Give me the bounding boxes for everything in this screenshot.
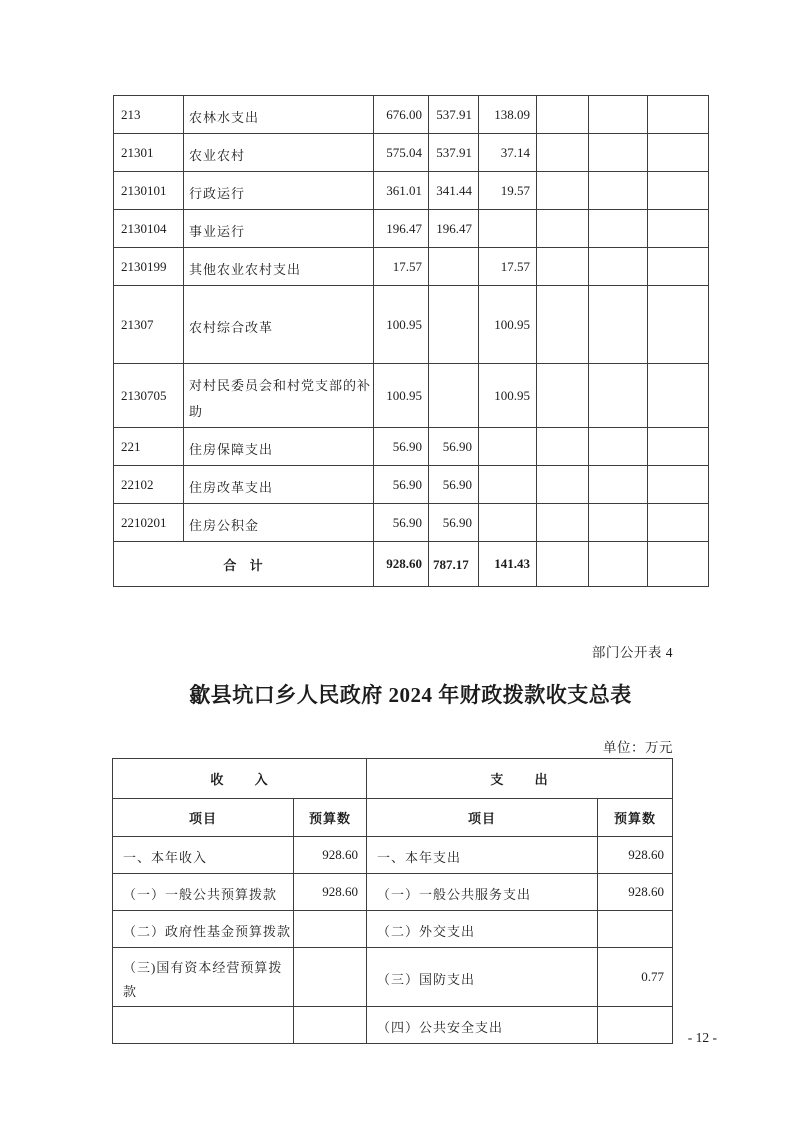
cell-function-name: 农村综合改革 [184, 286, 374, 364]
table-row [114, 364, 709, 428]
cell-empty [589, 286, 648, 364]
table-row [114, 96, 709, 134]
expense-value: 928.60 [598, 874, 673, 911]
cell-function-name: 事业运行 [184, 210, 374, 248]
cell-function-name: 农林水支出 [184, 96, 374, 134]
cell-empty [648, 210, 709, 248]
table-row [114, 134, 709, 172]
table-row [114, 466, 709, 504]
income-expenditure-summary-table [112, 758, 673, 1044]
cell-empty [589, 364, 648, 428]
income-item: （二）政府性基金预算拨款 [113, 911, 294, 948]
cell-empty [589, 428, 648, 466]
cell-empty [537, 286, 589, 364]
cell-amount-total: 100.95 [374, 364, 429, 428]
cell-amount-basic: 56.90 [429, 466, 479, 504]
cell-amount-total: 575.04 [374, 134, 429, 172]
cell-amount-project [479, 504, 537, 542]
cell-amount-basic [429, 248, 479, 286]
cell-empty [648, 248, 709, 286]
cell-amount-total: 56.90 [374, 428, 429, 466]
table-row [114, 172, 709, 210]
income-value: 928.60 [294, 837, 367, 874]
income-item: 一、本年收入 [113, 837, 294, 874]
income-item-header: 项目 [113, 799, 294, 837]
summary-row [113, 837, 673, 874]
cell-amount-total: 361.01 [374, 172, 429, 210]
total-row [114, 542, 709, 587]
expense-item: （一）一般公共服务支出 [367, 874, 598, 911]
cell-empty [648, 428, 709, 466]
cell-function-name: 对村民委员会和村党支部的补助 [184, 364, 374, 428]
cell-empty [648, 466, 709, 504]
cell-empty [648, 286, 709, 364]
summary-row [113, 1007, 673, 1044]
cell-amount-basic: 196.47 [429, 210, 479, 248]
cell-empty [589, 172, 648, 210]
cell-function-name: 行政运行 [184, 172, 374, 210]
page-number: - 12 - [687, 1030, 717, 1045]
cell-empty [648, 134, 709, 172]
cell-function-name: 住房公积金 [184, 504, 374, 542]
cell-function-code: 221 [114, 428, 184, 466]
cell-empty [589, 542, 648, 587]
cell-empty [589, 96, 648, 134]
income-item: （一）一般公共预算拨款 [113, 874, 294, 911]
cell-empty [648, 364, 709, 428]
expense-item: （四）公共安全支出 [367, 1007, 598, 1044]
cell-amount-project: 17.57 [479, 248, 537, 286]
unit-label: 单位：万元 [603, 740, 673, 755]
cell-empty [537, 542, 589, 587]
cell-empty [537, 248, 589, 286]
income-value [294, 911, 367, 948]
expense-value: 0.77 [598, 948, 673, 1007]
summary-row [113, 948, 673, 1007]
cell-empty [648, 504, 709, 542]
cell-function-name: 农业农村 [184, 134, 374, 172]
cell-amount-total: 56.90 [374, 466, 429, 504]
expense-value [598, 1007, 673, 1044]
cell-function-code: 2130104 [114, 210, 184, 248]
expense-section-header: 支 出 [367, 759, 673, 799]
cell-empty [537, 96, 589, 134]
cell-function-code: 2130705 [114, 364, 184, 428]
cell-amount-total: 17.57 [374, 248, 429, 286]
cell-function-code: 22102 [114, 466, 184, 504]
expense-item: （二）外交支出 [367, 911, 598, 948]
section-header-row [113, 759, 673, 799]
table-index-caption: 部门公开表 4 [591, 645, 673, 660]
cell-amount-project: 37.14 [479, 134, 537, 172]
income-value: 928.60 [294, 874, 367, 911]
cell-empty [648, 542, 709, 587]
cell-function-name: 其他农业农村支出 [184, 248, 374, 286]
total-amount: 787.17 [429, 542, 479, 587]
cell-empty [537, 504, 589, 542]
cell-amount-project [479, 428, 537, 466]
cell-empty [589, 466, 648, 504]
page-title: 歙县坑口乡人民政府 2024 年财政拨款收支总表 [189, 683, 632, 707]
income-value [294, 1007, 367, 1044]
cell-empty [589, 210, 648, 248]
income-item: （三)国有资本经营预算拨款 [113, 948, 294, 1007]
table-row [114, 504, 709, 542]
cell-empty [537, 428, 589, 466]
total-amount: 928.60 [374, 542, 429, 587]
cell-amount-project [479, 210, 537, 248]
cell-function-name: 住房保障支出 [184, 428, 374, 466]
cell-amount-project: 138.09 [479, 96, 537, 134]
income-budget-header: 预算数 [294, 799, 367, 837]
cell-amount-total: 676.00 [374, 96, 429, 134]
cell-amount-project: 19.57 [479, 172, 537, 210]
expense-budget-header: 预算数 [598, 799, 673, 837]
income-item [113, 1007, 294, 1044]
cell-empty [537, 364, 589, 428]
cell-amount-basic: 56.90 [429, 428, 479, 466]
cell-function-code: 2130101 [114, 172, 184, 210]
cell-function-name: 住房改革支出 [184, 466, 374, 504]
cell-empty [537, 172, 589, 210]
summary-row [113, 911, 673, 948]
summary-row [113, 874, 673, 911]
cell-amount-basic: 56.90 [429, 504, 479, 542]
table-row [114, 210, 709, 248]
expense-value: 928.60 [598, 837, 673, 874]
table-row [114, 286, 709, 364]
expense-item: 一、本年支出 [367, 837, 598, 874]
cell-amount-basic: 537.91 [429, 96, 479, 134]
cell-function-code: 21301 [114, 134, 184, 172]
budget-continuation-table [113, 95, 709, 587]
income-section-header: 收 入 [113, 759, 367, 799]
cell-empty [589, 504, 648, 542]
cell-amount-project [479, 466, 537, 504]
column-header-row [113, 799, 673, 837]
cell-function-code: 2130199 [114, 248, 184, 286]
cell-function-code: 2210201 [114, 504, 184, 542]
income-value [294, 948, 367, 1007]
expense-item-header: 项目 [367, 799, 598, 837]
cell-empty [589, 134, 648, 172]
cell-empty [537, 466, 589, 504]
cell-amount-project: 100.95 [479, 364, 537, 428]
total-label: 合 计 [114, 542, 374, 587]
cell-amount-basic: 537.91 [429, 134, 479, 172]
expense-value [598, 911, 673, 948]
cell-amount-basic [429, 286, 479, 364]
cell-empty [537, 210, 589, 248]
cell-function-code: 21307 [114, 286, 184, 364]
cell-empty [589, 248, 648, 286]
cell-amount-basic [429, 364, 479, 428]
cell-empty [648, 172, 709, 210]
cell-function-code: 213 [114, 96, 184, 134]
table-row [114, 428, 709, 466]
cell-amount-total: 196.47 [374, 210, 429, 248]
cell-amount-project: 100.95 [479, 286, 537, 364]
cell-amount-total: 100.95 [374, 286, 429, 364]
cell-empty [648, 96, 709, 134]
total-amount: 141.43 [479, 542, 537, 587]
expense-item: （三）国防支出 [367, 948, 598, 1007]
table-row [114, 248, 709, 286]
cell-amount-total: 56.90 [374, 504, 429, 542]
cell-empty [537, 134, 589, 172]
cell-amount-basic: 341.44 [429, 172, 479, 210]
